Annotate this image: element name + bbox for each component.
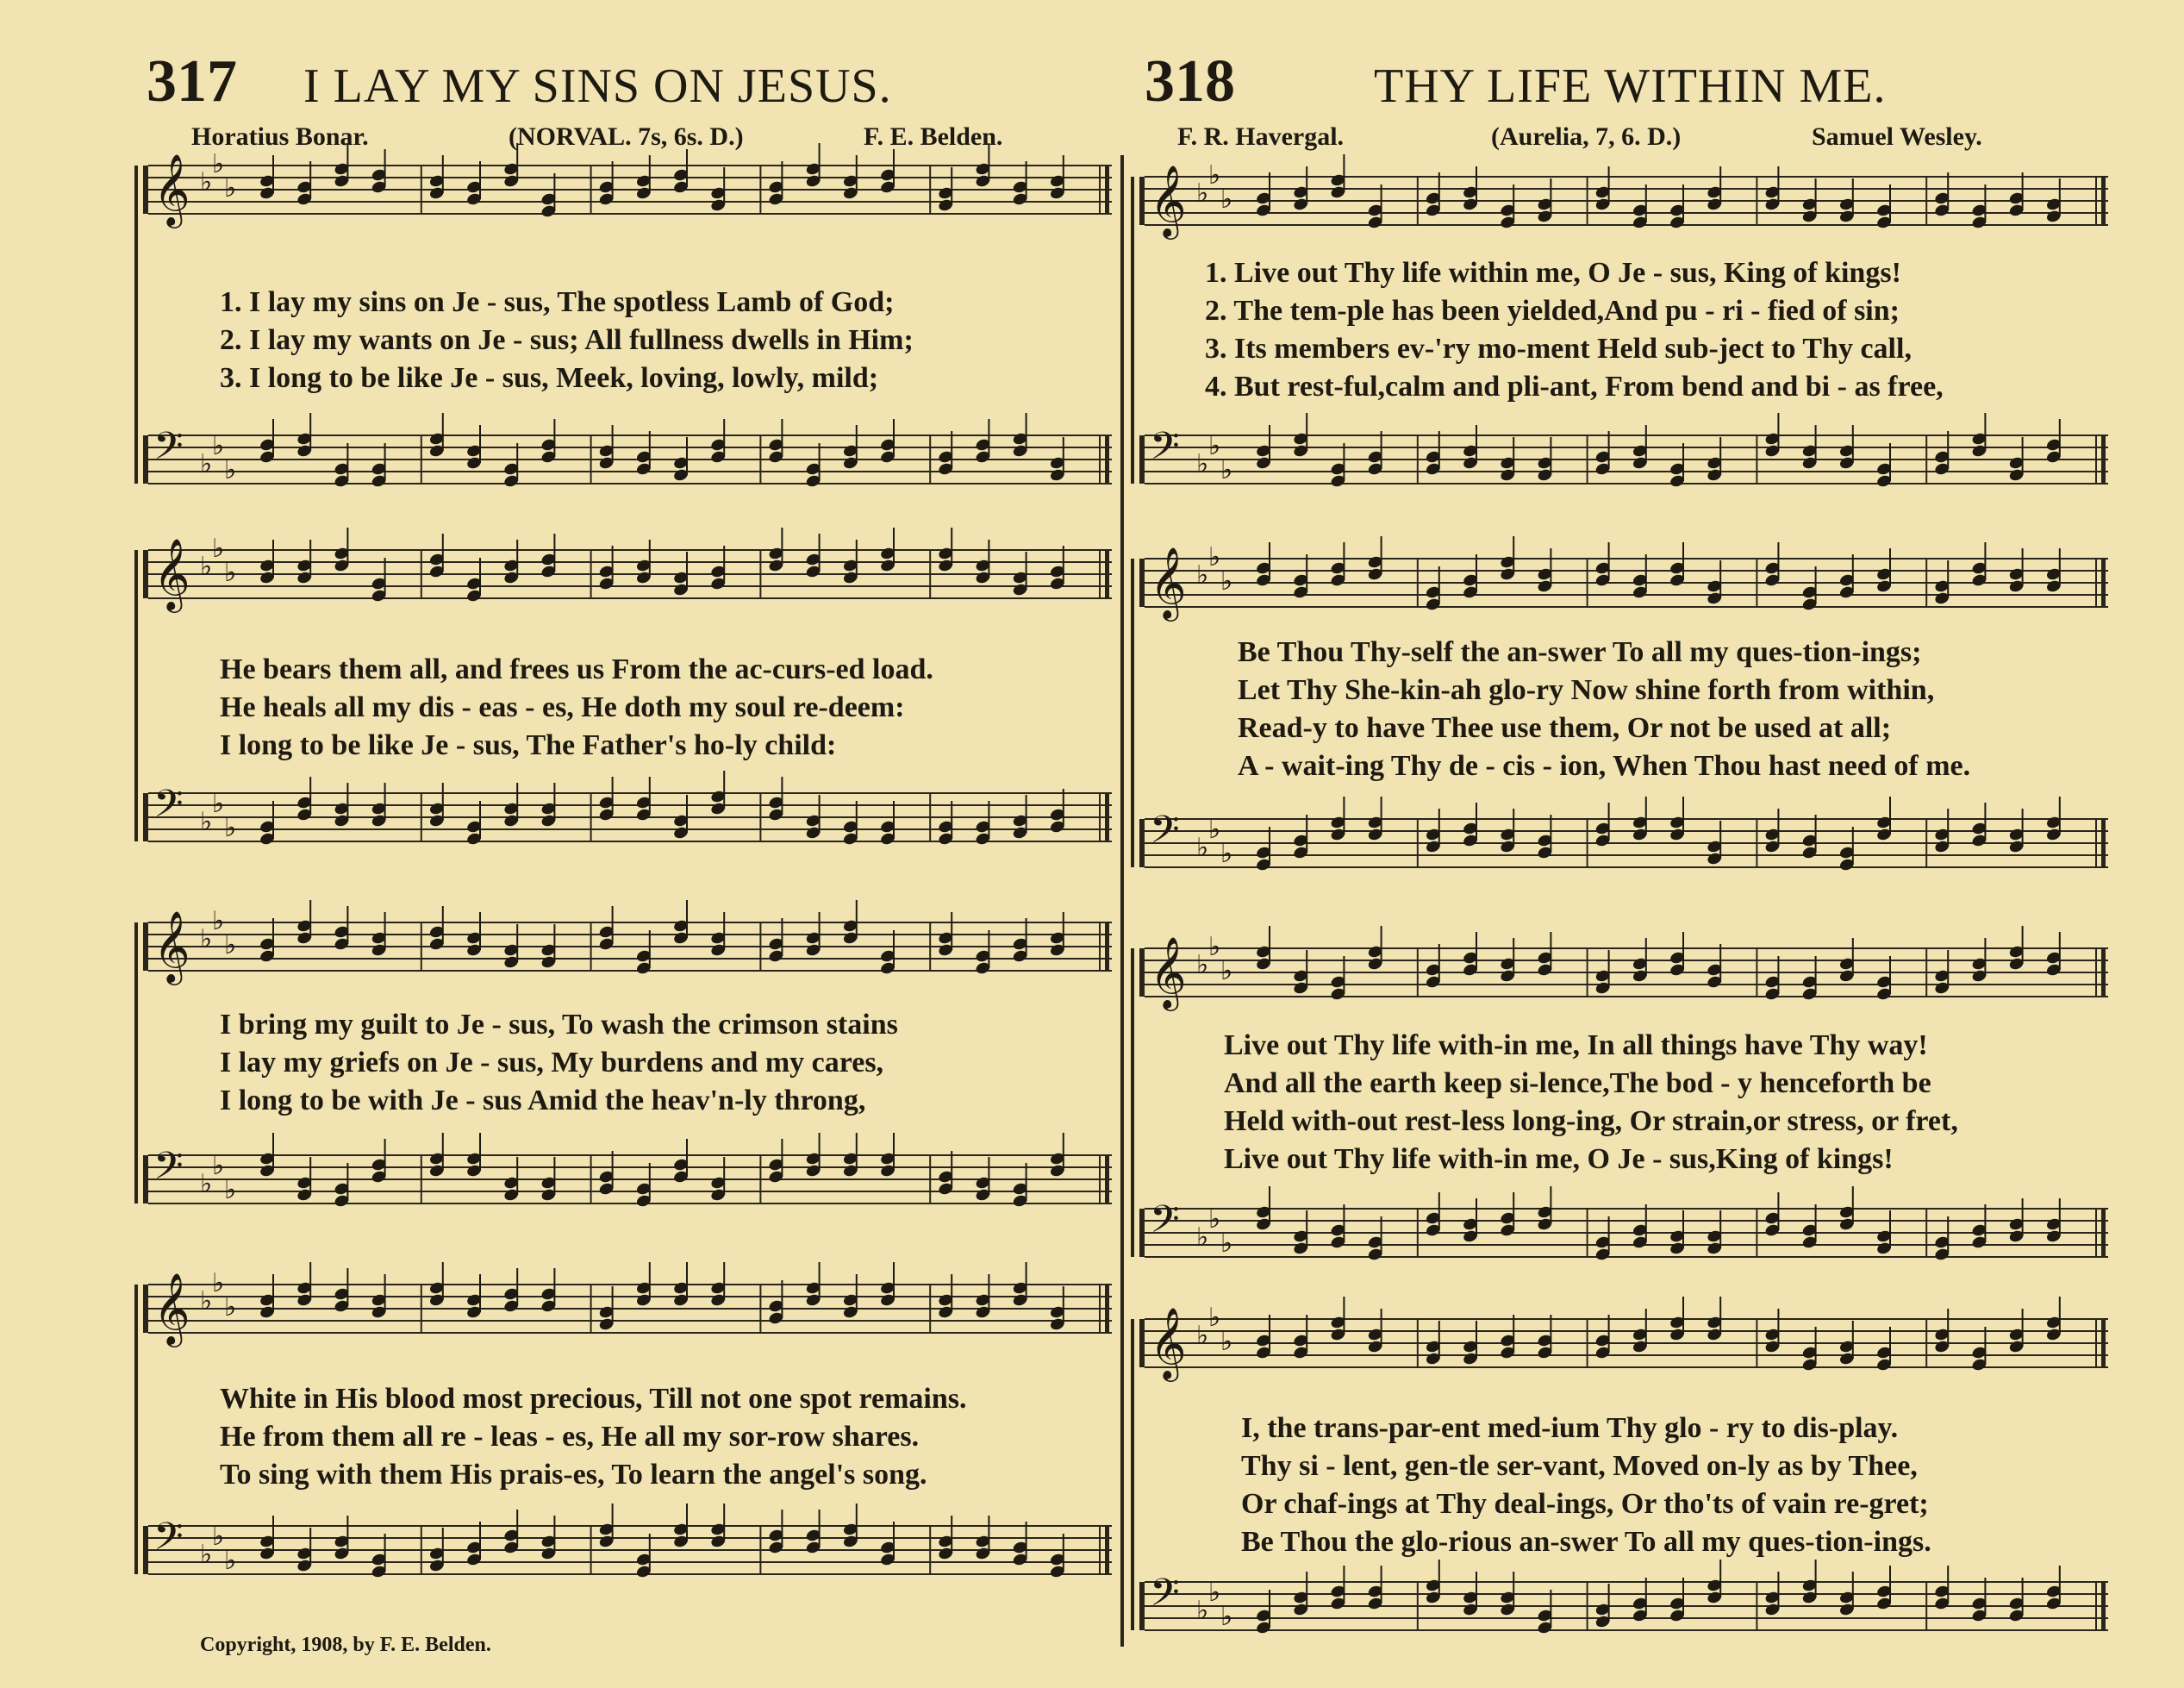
flat-sign: ♭: [1208, 1204, 1221, 1235]
system-bracket: [1131, 1319, 1134, 1630]
lyric-line: 2. The tem-ple has been yielded,And pu - ri - fied of sin;: [1205, 295, 1900, 327]
hymn-number: 317: [147, 48, 237, 115]
lyric-line: Read-y to have Thee use them, Or not be used at all;: [1238, 712, 1892, 744]
lyric-line: Or chaf-ings at Thy deal-ings, Or tho'ts of vain re-gret;: [1241, 1488, 1929, 1520]
flat-sign: ♭: [1196, 833, 1209, 863]
flat-sign: ♭: [1208, 160, 1221, 191]
flat-sign: ♭: [1196, 1321, 1209, 1351]
flat-sign: ♭: [1220, 839, 1233, 869]
system-bracket: [1131, 177, 1134, 484]
bass-staff: [1136, 1552, 2117, 1660]
flat-sign: ♭: [200, 924, 213, 954]
bass-clef-icon: 𝄢: [153, 1514, 184, 1568]
flat-sign: ♭: [1196, 560, 1209, 591]
flat-sign: ♭: [200, 167, 213, 197]
flat-sign: ♭: [212, 1522, 225, 1552]
flat-sign: ♭: [212, 1268, 225, 1298]
lyric-line: 1. Live out Thy life within me, O Je - sus, King of kings!: [1205, 257, 1901, 289]
flat-sign: ♭: [212, 789, 225, 819]
flat-sign: ♭: [1196, 449, 1209, 479]
bass-staff: [140, 1125, 1120, 1234]
lyric-line: He heals all my dis - eas - es, He doth my soul re-deem:: [220, 691, 905, 723]
treble-staff: [1136, 147, 2117, 255]
treble-clef-icon: 𝄞: [1150, 1306, 1187, 1379]
bass-staff: [1136, 405, 2117, 514]
hymn-author: F. R. Havergal.: [1177, 122, 1345, 151]
flat-sign: ♭: [212, 534, 225, 564]
treble-clef-icon: 𝄞: [153, 1272, 190, 1344]
flat-sign: ♭: [224, 1292, 237, 1322]
lyric-line: To sing with them His prais-es, To learn the angel's song.: [220, 1459, 927, 1491]
treble-staff: [1136, 918, 2117, 1027]
lyric-line: And all the earth keep si-lence,The bod - y henceforth be: [1224, 1067, 1931, 1099]
lyric-line: A - wait-ing Thy de - cis - ion, When Thou hast need of me.: [1238, 750, 1971, 782]
flat-sign: ♭: [224, 1175, 237, 1205]
system-bracket: [134, 550, 138, 841]
hymn-tune: (Aurelia, 7, 6. D.): [1491, 122, 1682, 151]
bass-staff: [140, 763, 1120, 872]
lyric-line: He from them all re - leas - es, He all my sor-row shares.: [220, 1421, 920, 1453]
flat-sign: ♭: [200, 1540, 213, 1570]
flat-sign: ♭: [224, 1546, 237, 1576]
flat-sign: ♭: [1208, 1303, 1221, 1333]
flat-sign: ♭: [1208, 1578, 1221, 1608]
flat-sign: ♭: [224, 930, 237, 960]
treble-staff: [140, 1254, 1120, 1363]
copyright-notice: Copyright, 1908, by F. E. Belden.: [200, 1634, 491, 1656]
flat-sign: ♭: [1208, 542, 1221, 572]
bass-clef-icon: 𝄢: [1150, 1570, 1180, 1624]
treble-clef-icon: 𝄞: [1150, 546, 1187, 618]
lyric-line: 3. I long to be like Je - sus, Meek, loving, lowly, mild;: [220, 362, 879, 394]
flat-sign: ♭: [224, 455, 237, 485]
lyric-line: I bring my guilt to Je - sus, To wash the crimson stains: [220, 1009, 898, 1041]
lyric-line: 4. But rest-ful,calm and pli-ant, From bend and bi - as free,: [1205, 371, 1944, 403]
lyric-line: White in His blood most precious, Till not one spot remains.: [220, 1383, 967, 1415]
treble-staff: [140, 892, 1120, 1001]
flat-sign: ♭: [1208, 932, 1221, 962]
bass-staff: [1136, 1178, 2117, 1287]
flat-sign: ♭: [200, 552, 213, 582]
treble-staff: [1136, 1289, 2117, 1397]
bass-clef-icon: 𝄢: [153, 423, 184, 478]
hymn-tune: (NORVAL. 7s, 6s. D.): [509, 122, 744, 151]
system-bracket: [134, 1285, 138, 1574]
lyric-line: Held with-out rest-less long-ing, Or strain,or stress, or fret,: [1224, 1105, 1958, 1137]
lyric-line: I, the trans-par-ent med-ium Thy glo - ry to dis-play.: [1241, 1412, 1899, 1444]
column-divider: [1120, 155, 1124, 1647]
system-bracket: [134, 922, 138, 1203]
lyric-line: 1. I lay my sins on Je - sus, The spotless Lamb of God;: [220, 286, 895, 318]
hymn-author: Horatius Bonar.: [191, 122, 369, 151]
flat-sign: ♭: [1220, 1228, 1233, 1259]
lyric-line: Be Thou the glo-rious an-swer To all my ques-tion-ings.: [1241, 1526, 1931, 1558]
hymn-title: THY LIFE WITHIN ME.: [1374, 59, 1887, 113]
flat-sign: ♭: [1208, 431, 1221, 461]
flat-sign: ♭: [1220, 1602, 1233, 1632]
hymn-number: 318: [1145, 48, 1235, 115]
flat-sign: ♭: [200, 449, 213, 479]
treble-staff: [140, 520, 1120, 628]
flat-sign: ♭: [1196, 178, 1209, 209]
bass-clef-icon: 𝄢: [1150, 807, 1180, 861]
hymn-composer: Samuel Wesley.: [1812, 122, 1982, 151]
lyric-line: Thy si - lent, gen-tle ser-vant, Moved on-ly as by Thee,: [1241, 1450, 1918, 1482]
bass-clef-icon: 𝄢: [153, 781, 184, 835]
flat-sign: ♭: [224, 813, 237, 843]
flat-sign: ♭: [1220, 184, 1233, 215]
flat-sign: ♭: [1220, 1327, 1233, 1357]
flat-sign: ♭: [212, 149, 225, 179]
flat-sign: ♭: [224, 558, 237, 588]
bass-clef-icon: 𝄢: [153, 1143, 184, 1197]
flat-sign: ♭: [212, 1151, 225, 1181]
flat-sign: ♭: [200, 807, 213, 837]
flat-sign: ♭: [1208, 815, 1221, 845]
lyric-line: Live out Thy life with-in me, O Je - sus,King of kings!: [1224, 1143, 1894, 1175]
flat-sign: ♭: [1220, 566, 1233, 597]
flat-sign: ♭: [1220, 956, 1233, 986]
lyric-line: I lay my griefs on Je - sus, My burdens and my cares,: [220, 1047, 884, 1078]
lyric-line: I long to be like Je - sus, The Father's ho-ly child:: [220, 729, 837, 761]
bass-staff: [1136, 789, 2117, 897]
bass-staff: [140, 1496, 1120, 1604]
flat-sign: ♭: [1196, 950, 1209, 980]
flat-sign: ♭: [200, 1286, 213, 1316]
flat-sign: ♭: [200, 1169, 213, 1199]
flat-sign: ♭: [224, 173, 237, 203]
flat-sign: ♭: [1220, 455, 1233, 485]
treble-clef-icon: 𝄞: [153, 153, 190, 225]
lyric-line: 3. Its members ev-'ry mo-ment Held sub-ject to Thy call,: [1205, 333, 1912, 365]
treble-clef-icon: 𝄞: [1150, 935, 1187, 1008]
bass-clef-icon: 𝄢: [1150, 423, 1180, 478]
treble-clef-icon: 𝄞: [153, 910, 190, 982]
lyric-line: I long to be with Je - sus Amid the heav'n-ly throng,: [220, 1085, 866, 1116]
system-bracket: [134, 166, 138, 484]
treble-staff: [1136, 528, 2117, 637]
lyric-line: 2. I lay my wants on Je - sus; All fullness dwells in Him;: [220, 324, 914, 356]
treble-staff: [140, 135, 1120, 244]
lyric-line: Live out Thy life with-in me, In all things have Thy way!: [1224, 1029, 1928, 1061]
treble-clef-icon: 𝄞: [1150, 164, 1187, 236]
flat-sign: ♭: [1196, 1222, 1209, 1253]
lyric-line: He bears them all, and frees us From the ac-curs-ed load.: [220, 653, 933, 685]
lyric-line: Let Thy She-kin-ah glo-ry Now shine forth from within,: [1238, 674, 1935, 706]
hymn-composer: F. E. Belden.: [864, 122, 1003, 151]
lyric-line: Be Thou Thy-self the an-swer To all my ques-tion-ings;: [1238, 636, 1922, 668]
flat-sign: ♭: [212, 431, 225, 461]
flat-sign: ♭: [1196, 1596, 1209, 1626]
system-bracket: [1131, 559, 1134, 867]
bass-clef-icon: 𝄢: [1150, 1197, 1180, 1251]
treble-clef-icon: 𝄞: [153, 537, 190, 610]
hymn-title: I LAY MY SINS ON JESUS.: [303, 59, 892, 113]
bass-staff: [140, 405, 1120, 514]
flat-sign: ♭: [212, 906, 225, 936]
system-bracket: [1131, 948, 1134, 1257]
